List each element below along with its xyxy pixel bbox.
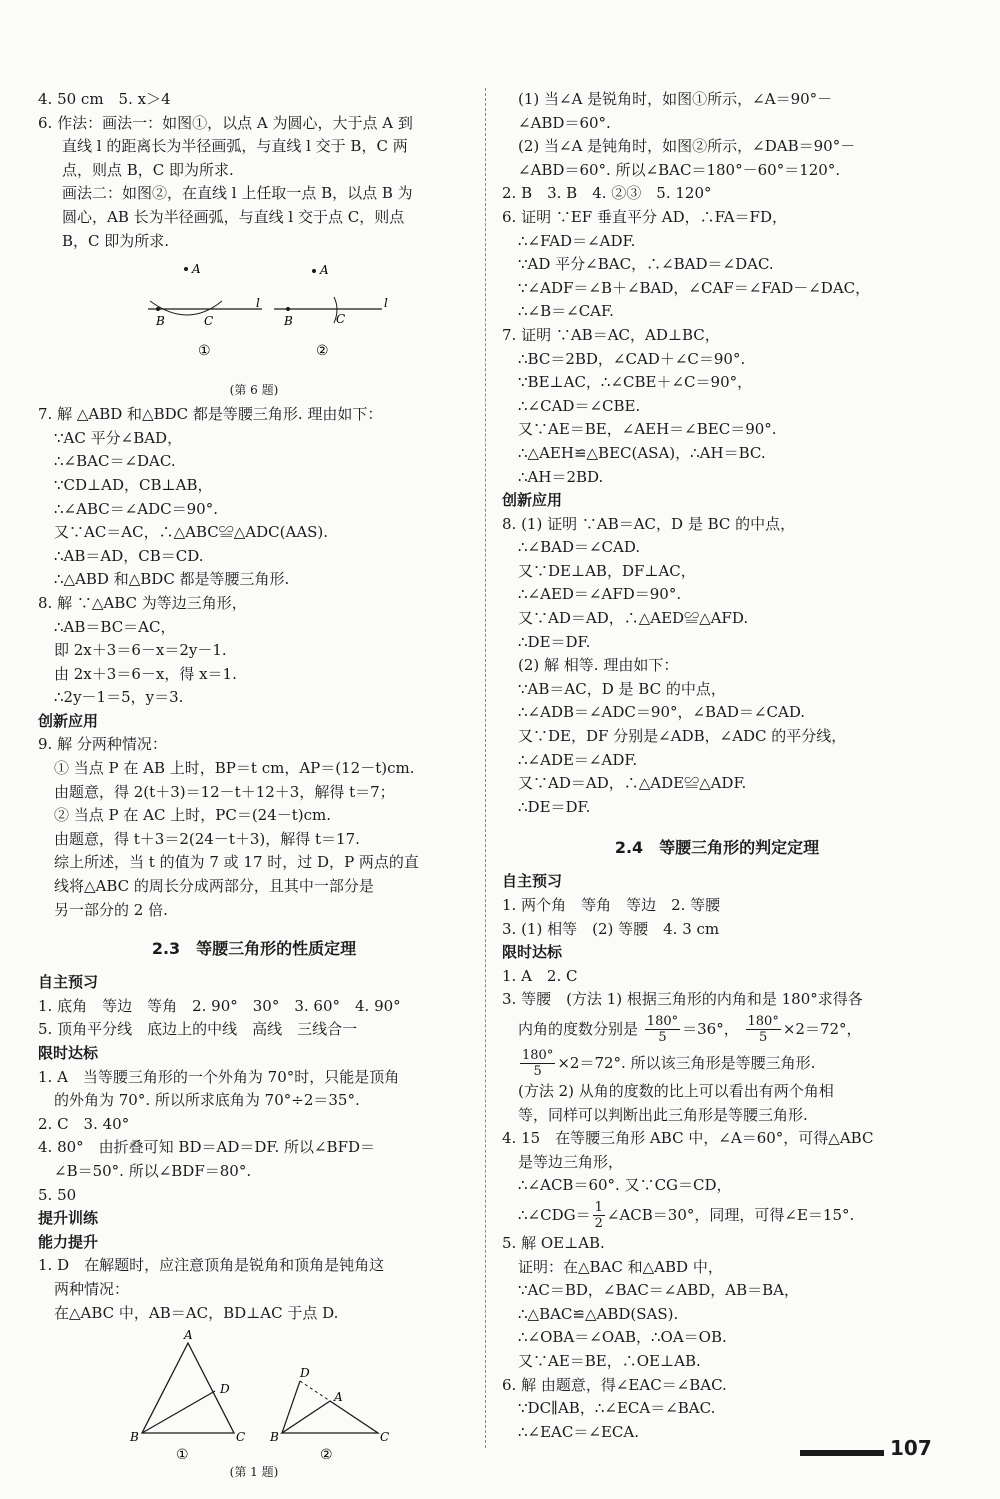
figure-caption: (第 1 题) bbox=[229, 1465, 279, 1480]
answer-line: 又∵AC＝AC，∴△ABC≌△ADC(AAS). bbox=[54, 523, 329, 542]
fraction: $\frac{180^\circ}{5}$ bbox=[747, 1014, 779, 1046]
svg-text:A: A bbox=[320, 263, 329, 278]
subheading-training: 提升训练 bbox=[38, 1209, 99, 1228]
answer-line: 又∵AD＝AD，∴△ADE≌△ADF. bbox=[518, 774, 747, 793]
answer-line: ∴△BAC≌△ABD(SAS). bbox=[518, 1304, 679, 1323]
answer-line: ∴∠ADB＝∠ADC＝90°，∠BAD＝∠CAD. bbox=[518, 703, 806, 722]
svg-text:A: A bbox=[184, 1329, 193, 1343]
figure-caption: (第 6 题) bbox=[229, 383, 279, 398]
answer-line: 证明：在△BAC 和△ABD 中， bbox=[518, 1257, 723, 1276]
figure-q1-diagram bbox=[38, 1329, 470, 1459]
figure-q6 bbox=[38, 257, 470, 399]
subheading-innovation: 创新应用 bbox=[38, 711, 99, 730]
answer-line: ∠ABD＝60°. bbox=[518, 113, 611, 132]
answer-line: (2) 解 相等. 理由如下： bbox=[518, 656, 679, 675]
svg-text:②: ② bbox=[316, 343, 329, 360]
answer-line: ∵BE⊥AC，∴∠CBE＋∠C＝90°， bbox=[518, 373, 753, 392]
answer-line: ∴∠B＝∠CAF. bbox=[518, 302, 614, 321]
answer-line: B，C 即为所求. bbox=[62, 231, 170, 250]
answer-line: 7. 解 △ABD 和△BDC 都是等腰三角形. 理由如下： bbox=[38, 405, 383, 424]
answer-line: 又∵AE＝BE，∠AEH＝∠BEC＝90°. bbox=[518, 420, 777, 439]
answer-line: ∴AH＝2BD. bbox=[518, 467, 604, 486]
page-number: 107 bbox=[890, 1436, 932, 1460]
right-column bbox=[502, 88, 932, 1444]
answer-line: ∴AB＝AD，CB＝CD. bbox=[54, 546, 204, 565]
answer-line: 由 2x＋3＝6－x，得 x＝1. bbox=[54, 664, 237, 683]
figure-q1 bbox=[38, 1329, 470, 1479]
fraction: $\frac{180^\circ}{5}$ bbox=[646, 1014, 679, 1046]
answer-line: 8. (1) 证明 ∵AB＝AC，D 是 BC 的中点， bbox=[502, 514, 796, 533]
answer-line: ∵AC 平分∠BAD， bbox=[54, 428, 183, 447]
answer-line: 又∵DE，DF 分别是∠ADB，∠ADC 的平分线， bbox=[518, 727, 847, 746]
answer-line: ∴∠ADE＝∠ADF. bbox=[518, 750, 638, 769]
answer-line: ∵CD⊥AD，CB⊥AB， bbox=[54, 475, 213, 494]
answer-line: 3. (1) 相等 (2) 等腰 4. 3 cm bbox=[502, 919, 720, 938]
answer-line: 即 2x＋3＝6－x＝2y－1. bbox=[54, 641, 227, 660]
answer-line: 在△ABC 中，AB＝AC，BD⊥AC 于点 D. bbox=[54, 1303, 339, 1322]
answer-line: ∠B＝50°. 所以∠BDF＝80°. bbox=[54, 1161, 252, 1180]
answer-line: 8. 解 ∵△ABC 为等边三角形， bbox=[38, 593, 247, 612]
svg-text:l: l bbox=[256, 296, 260, 311]
answer-line: 圆心，AB 长为半径画弧，与直线 l 交于点 C，则点 bbox=[62, 207, 405, 226]
svg-text:②: ② bbox=[320, 1447, 333, 1460]
answer-line: 画法二：如图②，在直线 l 上任取一点 B，以点 B 为 bbox=[62, 184, 413, 203]
fraction: $\frac{180^\circ}{5}$ bbox=[522, 1048, 554, 1080]
svg-text:B: B bbox=[156, 314, 165, 329]
subheading-ability: 能力提升 bbox=[38, 1232, 99, 1251]
column-divider bbox=[485, 88, 486, 1448]
answer-line: 1. A 当等腰三角形的一个外角为 70°时，只能是顶角 bbox=[38, 1067, 400, 1086]
svg-text:B: B bbox=[284, 314, 293, 329]
answer-line: 由题意，得 2(t＋3)＝12－t＋12＋3，解得 t＝7； bbox=[54, 782, 395, 801]
answer-line: 等，同样可以判断出此三角形是等腰三角形. bbox=[518, 1105, 808, 1124]
svg-text:D: D bbox=[300, 1366, 310, 1381]
answer-line: 1. D 在解题时，应注意顶角是锐角和顶角是钝角这 bbox=[38, 1256, 385, 1275]
answer-line: ∴2y－1＝5，y＝3. bbox=[54, 688, 184, 707]
answer-line: 又∵DE⊥AB，DF⊥AC， bbox=[518, 561, 696, 580]
answer-line: ∵AB＝AC，D 是 BC 的中点， bbox=[518, 679, 726, 698]
svg-text:D: D bbox=[220, 1382, 230, 1397]
answer-line: 3. 等腰 (方法 1) 根据三角形的内角和是 180°求得各 bbox=[502, 990, 863, 1009]
answer-line: 1. 两个角 等角 等边 2. 等腰 bbox=[502, 896, 721, 914]
answer-line: ∴∠CDG＝ $\frac{1}{2}$ ∠ACB＝30°，同理，可得∠E＝15°. bbox=[518, 1200, 855, 1232]
answer-line: ∴DE＝DF. bbox=[518, 632, 591, 651]
answer-line: 直线 l 的距离长为半径画弧，与直线 l 交于 B，C 两 bbox=[62, 137, 408, 156]
answer-line: ∴∠FAD＝∠ADF. bbox=[518, 231, 636, 250]
left-column bbox=[38, 88, 470, 1483]
answer-line: ∴∠ABC＝∠ADC＝90°. bbox=[54, 499, 218, 518]
svg-text:C: C bbox=[204, 314, 214, 329]
answer-line: 由题意，得 t＋3＝2(24－t＋3)，解得 t＝17. bbox=[54, 829, 360, 848]
subheading-timed: 限时达标 bbox=[502, 943, 563, 962]
answer-line: ∠ABD＝60°. 所以∠BAC＝180°－60°＝120°. bbox=[518, 160, 841, 179]
svg-text:A: A bbox=[334, 1390, 343, 1405]
answer-line: 6. 证明 ∵EF 垂直平分 AD，∴FA＝FD， bbox=[502, 207, 787, 226]
answer-line: 2. C 3. 40° bbox=[38, 1114, 130, 1133]
answer-line: 的外角为 70°. 所以所求底角为 70°÷2＝35°. bbox=[54, 1091, 360, 1110]
answer-line: ∵DC∥AB，∴∠ECA＝∠BAC. bbox=[518, 1399, 716, 1418]
answer-line: ∴∠EAC＝∠ECA. bbox=[518, 1422, 639, 1441]
answer-line: 又∵AE＝BE，∴OE⊥AB. bbox=[518, 1351, 701, 1370]
answer-line: ∴∠OBA＝∠OAB，∴OA＝OB. bbox=[518, 1328, 727, 1347]
answer-line: ∴BC＝2BD，∠CAD＋∠C＝90°. bbox=[518, 349, 746, 368]
answer-line: 综上所述，当 t 的值为 7 或 17 时，过 D，P 两点的直 bbox=[54, 853, 419, 872]
answer-line: ∴△ABD 和△BDC 都是等腰三角形. bbox=[54, 570, 290, 589]
answer-line: 两种情况： bbox=[54, 1279, 130, 1298]
svg-text:B: B bbox=[130, 1430, 139, 1445]
answer-line: 6. 解 由题意，得∠EAC＝∠BAC. bbox=[502, 1375, 727, 1394]
answer-line: 点，则点 B，C 即为所求. bbox=[62, 160, 234, 179]
svg-text:C: C bbox=[336, 312, 346, 327]
answer-line: 1. A 2. C bbox=[502, 966, 578, 985]
answer-line: 5. 顶角平分线 底边上的中线 高线 三线合一 bbox=[38, 1020, 358, 1039]
page-footer bbox=[800, 1432, 980, 1472]
svg-text:C: C bbox=[380, 1430, 390, 1445]
svg-text:A: A bbox=[192, 262, 201, 277]
answer-line: 内角的度数分别是 $\frac{180^\circ}{5}$ ＝36°， $\frac{180^\circ}{5}$ ×2＝72°， bbox=[518, 1014, 862, 1046]
answer-line: ∵AD 平分∠BAC，∴∠BAD＝∠DAC. bbox=[518, 255, 774, 274]
answer-line: 5. 解 OE⊥AB. bbox=[502, 1233, 605, 1252]
answer-line: 4. 80° 由折叠可知 BD＝AD＝DF. 所以∠BFD＝ bbox=[38, 1138, 376, 1157]
answer-line: ∴∠BAC＝∠DAC. bbox=[54, 452, 176, 471]
answer-line: ∴∠ACB＝60°. 又∵CG＝CD， bbox=[518, 1176, 732, 1195]
answer-line: $\frac{180^\circ}{5}$ ×2＝72°. 所以该三角形是等腰三角形. bbox=[522, 1048, 816, 1080]
answer-line: 7. 证明 ∵AB＝AC，AD⊥BC， bbox=[502, 325, 720, 344]
answer-line: 是等边三角形， bbox=[518, 1152, 624, 1171]
answer-line: 又∵AD＝AD，∴△AED≌△AFD. bbox=[518, 609, 749, 628]
subheading-preview: 自主预习 bbox=[38, 973, 99, 992]
answer-line: ∴AB＝BC＝AC， bbox=[54, 617, 176, 636]
answer-line: 另一部分的 2 倍. bbox=[54, 900, 168, 919]
svg-text:B: B bbox=[270, 1430, 279, 1445]
answer-line: ∴△AEH≌△BEC(ASA)，∴AH＝BC. bbox=[518, 443, 766, 462]
svg-text:l: l bbox=[384, 296, 388, 311]
answer-line: 1. 底角 等边 等角 2. 90° 30° 3. 60° 4. 90° bbox=[38, 996, 401, 1015]
section-title-2-4: 2.4 等腰三角形的判定定理 bbox=[614, 838, 820, 858]
answer-line: ② 当点 P 在 AC 上时，PC＝(24－t)cm. bbox=[54, 806, 332, 825]
answer-line: 2. B 3. B 4. ②③ 5. 120° bbox=[502, 184, 712, 203]
svg-text:①: ① bbox=[198, 343, 211, 360]
section-title-2-3: 2.3 等腰三角形的性质定理 bbox=[151, 939, 357, 959]
answer-line: ∴∠BAD＝∠CAD. bbox=[518, 538, 641, 557]
subheading-preview: 自主预习 bbox=[502, 872, 563, 891]
answer-line: 4. 50 cm 5. x＞4 bbox=[38, 90, 171, 108]
answer-line: ∴DE＝DF. bbox=[518, 797, 591, 816]
answer-line: 4. 15 在等腰三角形 ABC 中，∠A＝60°，可得△ABC bbox=[502, 1129, 874, 1148]
answer-line: ∵∠ADF＝∠B＋∠BAD，∠CAF＝∠FAD－∠DAC， bbox=[518, 278, 871, 297]
answer-line: 线将△ABC 的周长分成两部分，且其中一部分是 bbox=[54, 877, 374, 896]
answer-line: ① 当点 P 在 AB 上时，BP＝t cm，AP＝(12－t)cm. bbox=[54, 759, 415, 778]
svg-text:①: ① bbox=[176, 1447, 189, 1460]
answer-line: ∴∠AED＝∠AFD＝90°. bbox=[518, 585, 682, 604]
answer-line: (2) 当∠A 是钝角时，如图②所示，∠DAB＝90°－ bbox=[518, 137, 856, 156]
answer-line: ∴∠CAD＝∠CBE. bbox=[518, 396, 641, 415]
answer-line: 9. 解 分两种情况： bbox=[38, 735, 167, 754]
answer-line: ∵AC＝BD，∠BAC＝∠ABD，AB＝BA， bbox=[518, 1281, 799, 1300]
subheading-timed: 限时达标 bbox=[38, 1044, 99, 1062]
answer-line: 5. 50 bbox=[38, 1185, 77, 1204]
fraction: $\frac{1}{2}$ bbox=[594, 1200, 603, 1232]
answer-line: (方法 2) 从角的度数的比上可以看出有两个角相 bbox=[518, 1081, 834, 1100]
answer-line: 6. 作法：画法一：如图①，以点 A 为圆心，大于点 A 到 bbox=[38, 113, 413, 132]
svg-text:C: C bbox=[236, 1430, 246, 1445]
figure-q6-diagram bbox=[38, 257, 470, 377]
subheading-innovation: 创新应用 bbox=[502, 491, 563, 510]
page-number-bar bbox=[800, 1450, 884, 1456]
answer-line: (1) 当∠A 是锐角时，如图①所示，∠A＝90°－ bbox=[518, 90, 833, 108]
